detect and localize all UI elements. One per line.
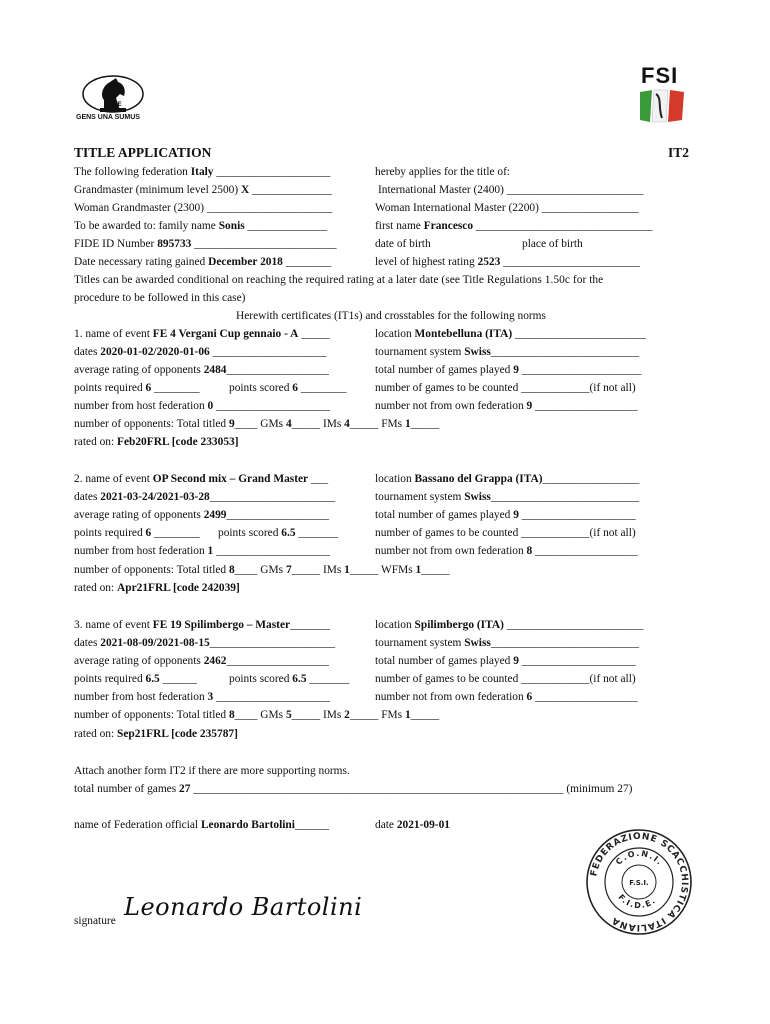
highest-rating-value: 2523	[477, 256, 501, 268]
dob-label: date of birth	[375, 238, 431, 250]
event-opponents-line: number of opponents: Total titled 8____ GMs 7_____ IMs 1_____ WFMs 1_____	[74, 564, 450, 576]
gm-mark: X	[241, 184, 250, 196]
event-dates-value: 2020-01-02/2020-01-06	[100, 346, 210, 358]
gm-line: Grandmaster (minimum level 2500) X ______________	[74, 184, 332, 196]
fide-motto: GENS UNA SUMUS	[76, 114, 140, 121]
event-not-own-fed-line: number not from own federation 8 __________________	[375, 545, 638, 557]
event-not-own-fed-line: number not from own federation 6 __________________	[375, 691, 638, 703]
event-points-required-value: 6.5	[145, 673, 160, 685]
fsi-flag-icon	[638, 88, 686, 124]
fsi-logo-text: FSI	[641, 63, 679, 88]
event-host-fed-line: number from host federation 3 ____________________	[74, 691, 330, 703]
event-avg-rating-line: average rating of opponents 2462__________________	[74, 655, 329, 667]
date-value: 2021-09-01	[396, 819, 450, 831]
wim-line: Woman International Master (2200) _________________	[375, 202, 639, 214]
event-points-required-value: 6	[145, 382, 152, 394]
event-rated-value: Apr21FRL [code 242039]	[117, 582, 240, 594]
event-system-line: tournament system Swiss__________________________	[375, 637, 639, 649]
event-system-value: Swiss	[464, 346, 491, 358]
event-rated-line: rated on: Apr21FRL [code 242039]	[74, 582, 240, 594]
pob-label: place of birth	[522, 238, 583, 250]
event-points-scored-value: 6	[292, 382, 298, 394]
event-rated-line: rated on: Sep21FRL [code 235787]	[74, 728, 238, 740]
event-system-value: Swiss	[464, 637, 491, 649]
event-opponents-line: number of opponents: Total titled 8____ GMs 5_____ IMs 2_____ FMs 1_____	[74, 709, 440, 721]
event-name-line: 2. name of event OP Second mix – Grand Master ___	[74, 473, 329, 485]
event-not-own-fed-line: number not from own federation 9 __________________	[375, 400, 638, 412]
official-value: Leonardo Bartolini	[200, 819, 295, 831]
event-host-fed-line: number from host federation 1 ____________________	[74, 545, 330, 557]
event-points-required-line: points required 6 ________	[74, 527, 200, 539]
event-avg-rating-value: 2499	[203, 509, 227, 521]
event-points-scored-value: 6.5	[292, 673, 307, 685]
event-opponents-line: number of opponents: Total titled 9____ GMs 4_____ IMs 4_____ FMs 1_____	[74, 418, 440, 430]
event-points-scored-value: 6.5	[281, 527, 296, 539]
signature-label: signature	[74, 915, 116, 927]
event-location-line: location Bassano del Grappa (ITA)_________________	[375, 473, 640, 485]
event-not-own-fed-value: 8	[526, 545, 533, 557]
event-rated-value: Sep21FRL [code 235787]	[117, 728, 238, 740]
event-total-games-value: 9	[513, 655, 519, 667]
event-total-games-line: total number of games played 9 ____________________	[375, 655, 636, 667]
event-games-counted-line: number of games to be counted ____________(if not all)	[375, 673, 636, 685]
federation-value: Italy	[190, 166, 214, 178]
family-name-line: To be awarded to: family name Sonis ______________	[74, 220, 328, 232]
svg-text:FEDERAZIONE SCACCHISTICA ITALI: FEDERAZIONE SCACCHISTICA ITALIANA	[589, 831, 690, 933]
conditional-text-1: Titles can be awarded conditional on reaching the required rating at a later date (see Title Regulations 1.50c for the	[74, 274, 604, 286]
event-name-line: 1. name of event FE 4 Vergani Cup gennaio - A _____	[74, 328, 330, 340]
event-location-value: Spilimbergo (ITA)	[414, 619, 504, 631]
event-dates-line: dates 2021-03-24/2021-03-28______________________	[74, 491, 336, 503]
event-dates-line: dates 2020-01-02/2020-01-06 ____________________	[74, 346, 327, 358]
fide-id-value: 895733	[157, 238, 192, 250]
svg-text:F.I.D.E.: F.I.D.E.	[616, 892, 658, 911]
first-name-value: Francesco	[423, 220, 474, 232]
attach-note: Attach another form IT2 if there are more supporting norms.	[74, 765, 350, 777]
event-avg-rating-value: 2462	[203, 655, 227, 667]
event-location-value: Bassano del Grappa (ITA)	[414, 473, 543, 485]
event-points-scored-line: points scored 6.5 _______	[229, 673, 350, 685]
event-avg-rating-line: average rating of opponents 2499__________________	[74, 509, 329, 521]
federation-line: The following federation Italy ____________________	[74, 166, 331, 178]
event-location-line: location Montebelluna (ITA) _______________________	[375, 328, 646, 340]
first-name-line: first name Francesco _______________________________	[375, 220, 653, 232]
event-not-own-fed-value: 9	[526, 400, 533, 412]
total-games-line: total number of games 27 _________________________________________________________________ (minimum 27)	[74, 783, 633, 795]
event-points-required-value: 6	[145, 527, 152, 539]
official-line: name of Federation official Leonardo Bartolini______	[74, 819, 330, 831]
total-games-value: 27	[179, 783, 191, 795]
highest-rating-line: level of highest rating 2523 ________________________	[375, 256, 640, 268]
event-not-own-fed-value: 6	[526, 691, 533, 703]
conditional-text-2: procedure to be followed in this case)	[74, 292, 246, 304]
event-system-value: Swiss	[464, 491, 491, 503]
event-system-line: tournament system Swiss__________________________	[375, 491, 639, 503]
event-games-counted-line: number of games to be counted ____________(if not all)	[375, 527, 636, 539]
event-dates-value: 2021-03-24/2021-03-28	[100, 491, 210, 503]
event-host-fed-value: 3	[207, 691, 214, 703]
event-name-value: FE 4 Vergani Cup gennaio - A	[152, 328, 299, 340]
fide-logo-top-text: FIDE	[108, 102, 122, 108]
event-avg-rating-value: 2484	[203, 364, 227, 376]
event-name-value: FE 19 Spilimbergo – Master	[152, 619, 291, 631]
event-host-fed-value: 1	[207, 545, 214, 557]
event-location-line: location Spilimbergo (ITA) ________________________	[375, 619, 644, 631]
doc-title: TITLE APPLICATION	[74, 145, 212, 160]
event-total-games-value: 9	[513, 509, 519, 521]
signature-image: Leonardo Bartolini	[124, 893, 363, 921]
event-system-line: tournament system Swiss__________________________	[375, 346, 639, 358]
svg-text:F.S.I.: F.S.I.	[629, 879, 649, 887]
event-total-games-line: total number of games played 9 _____________________	[375, 364, 642, 376]
family-name-value: Sonis	[218, 220, 245, 232]
event-rated-line: rated on: Feb20FRL [code 233053]	[74, 436, 239, 448]
federation-stamp	[584, 827, 694, 937]
svg-text:C.O.N.I.: C.O.N.I.	[614, 848, 665, 868]
rating-date-line: Date necessary rating gained December 2018 ________	[74, 256, 332, 268]
event-dates-value: 2021-08-09/2021-08-15	[100, 637, 210, 649]
event-name-value: OP Second mix – Grand Master	[152, 473, 309, 485]
event-points-required-line: points required 6 ________	[74, 382, 200, 394]
fide-id-line: FIDE ID Number 895733 _________________________	[74, 238, 337, 250]
event-host-fed-value: 0	[207, 400, 214, 412]
form-code: IT2	[668, 145, 690, 160]
applies-line: hereby applies for the title of:	[375, 166, 511, 178]
wgm-line: Woman Grandmaster (2300) ______________________	[74, 202, 333, 214]
date-line: date 2021-09-01	[375, 819, 450, 831]
event-dates-line: dates 2021-08-09/2021-08-15______________________	[74, 637, 336, 649]
event-points-scored-line: points scored 6 ________	[229, 382, 347, 394]
rating-date-value: December 2018	[208, 256, 283, 268]
event-host-fed-line: number from host federation 0 ____________________	[74, 400, 330, 412]
event-name-line: 3. name of event FE 19 Spilimbergo – Master_______	[74, 619, 330, 631]
herewith-text: Herewith certificates (IT1s) and crosstables for the following norms	[236, 310, 546, 322]
im-line: International Master (2400) ________________________	[378, 184, 644, 196]
event-total-games-line: total number of games played 9 ____________________	[375, 509, 636, 521]
event-games-counted-line: number of games to be counted ____________(if not all)	[375, 382, 636, 394]
event-location-value: Montebelluna (ITA)	[414, 328, 513, 340]
event-total-games-value: 9	[513, 364, 519, 376]
event-points-required-line: points required 6.5 ______	[74, 673, 197, 685]
event-rated-value: Feb20FRL [code 233053]	[117, 436, 239, 448]
event-avg-rating-line: average rating of opponents 2484__________________	[74, 364, 329, 376]
event-points-scored-line: points scored 6.5 _______	[218, 527, 339, 539]
stamp-seal-icon	[584, 827, 694, 937]
